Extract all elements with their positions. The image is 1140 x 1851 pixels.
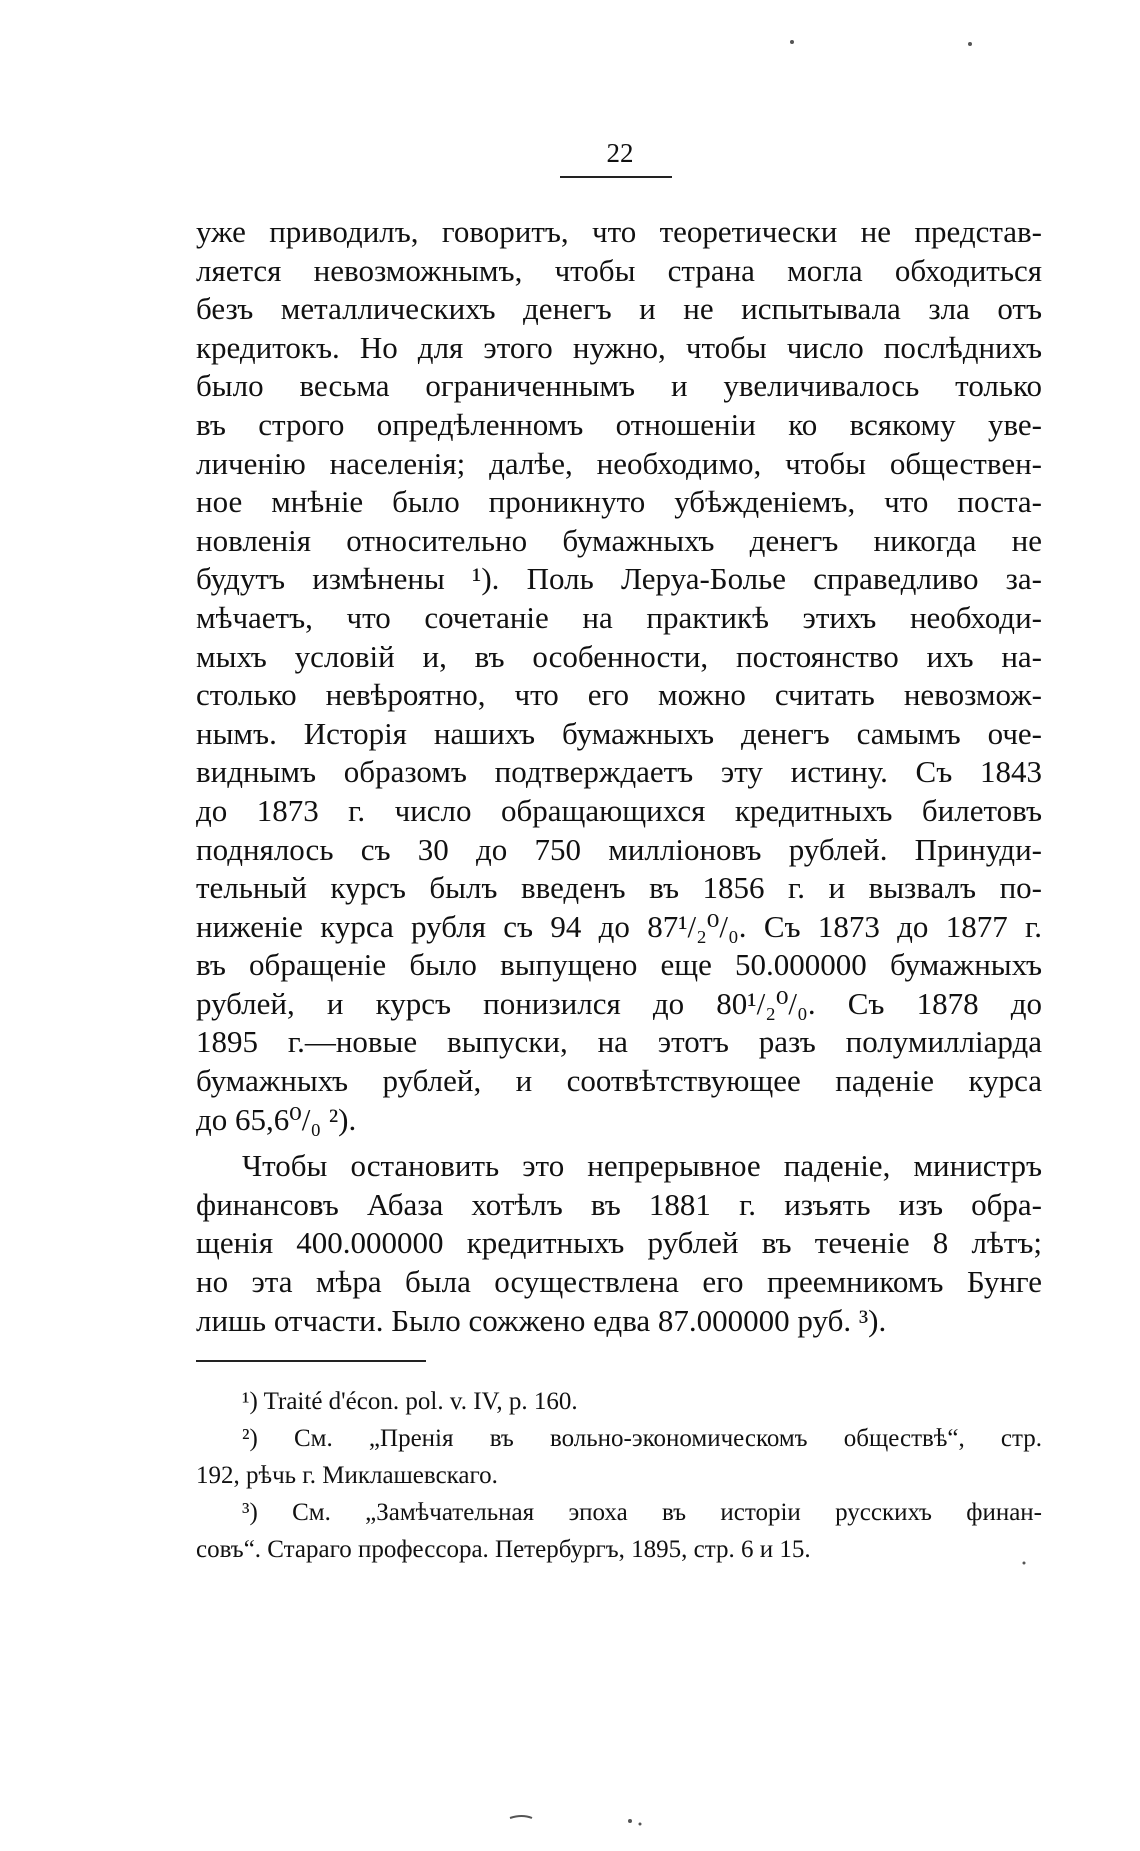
text-line: финансовъ Абаза хотѣлъ въ 1881 г. изъять изъ обра- [196,1186,1042,1222]
text-line: до 65,6⁰/₀ ²). [196,1101,357,1137]
scan-speck [1023,1562,1026,1565]
text-line: бумажныхъ рублей, и соотвѣтствующее паденіе курса [196,1063,1042,1099]
text-line: кредитокъ. Но для этого нужно, чтобы число послѣднихъ [196,329,1042,365]
scan-speck [968,42,972,46]
footnote-line: ²) См. „Пренія въ вольно-экономическомъ обществѣ“, стр. [242,1425,1042,1452]
text-line: ниженіе курса рубля съ 94 до 87¹/₂⁰/₀. Съ 1873 до 1877 г. [196,908,1042,944]
text-line: лишь отчасти. Было сожжено едва 87.000000 руб. ³). [196,1302,887,1338]
footnote-line: 192, рѣчь г. Миклашевскаго. [196,1462,498,1489]
text-line: новленія относительно бумажныхъ денегъ никогда не [196,522,1042,558]
text-line: но эта мѣра была осуществлена его преемникомъ Бунге [196,1264,1042,1300]
scan-speck [510,1816,532,1818]
text-line: ляется невозможнымъ, чтобы страна могла обходиться [196,252,1042,288]
text-line: до 1873 г. число обращающихся кредитныхъ билетовъ [196,792,1042,828]
text-line: въ строго опредѣленномъ отношеніи ко всякому уве- [196,406,1042,442]
footnote-line: ¹) Traité d'écon. pol. v. IV, p. 160. [242,1388,578,1415]
text-line: 1895 г.—новые выпуски, на этотъ разъ полумилліарда [196,1024,1042,1060]
footnote-line: ³) См. „Замѣчательная эпоха въ исторіи русскихъ финан- [242,1499,1042,1526]
page-number: 22 [606,138,634,168]
footnote-line: совъ“. Стараго профессора. Петербургъ, 1895, стр. 6 и 15. [196,1536,811,1563]
text-line: мѣчаетъ, что сочетаніе на практикѣ этихъ необходи- [196,599,1042,635]
text-line: щенія 400.000000 кредитныхъ рублей въ теченіе 8 лѣтъ; [196,1225,1042,1261]
text-line: уже приводилъ, говоритъ, что теоретически не представ- [196,214,1042,249]
text-line: безъ металлическихъ денегъ и не испытывала зла отъ [196,291,1042,327]
text-line: ное мнѣніе было проникнуто убѣжденіемъ, что поста- [196,484,1042,520]
text-line: виднымъ образомъ подтверждаетъ эту истину. Съ 1843 [196,754,1042,790]
text-line: было весьма ограниченнымъ и увеличивалось только [196,368,1042,404]
text-line: въ обращеніе было выпущено еще 50.000000 бумажныхъ [196,947,1042,983]
text-line: нымъ. Исторія нашихъ бумажныхъ денегъ самымъ оче- [196,715,1042,751]
text-line: тельный курсъ былъ введенъ въ 1856 г. и вызвалъ по- [196,870,1042,906]
text-line: поднялось съ 30 до 750 милліоновъ рублей. Принуди- [196,831,1042,867]
text-line: мыхъ условій и, въ особенности, постоянство ихъ на- [196,638,1042,674]
text-line: личенію населенія; далѣе, необходимо, чтобы обществен- [196,445,1042,481]
scan-speck [790,40,794,44]
text-line: Чтобы остановить это непрерывное паденіе, министръ [242,1148,1042,1184]
scan-speck [639,1823,642,1826]
text-line: рублей, и курсъ понизился до 80¹/₂⁰/₀. Съ 1878 до [196,985,1042,1021]
scan-speck [628,1819,632,1823]
text-line: будутъ измѣнены ¹). Поль Леруа-Болье справедливо за- [196,561,1042,597]
text-line: столько невѣроятно, что его можно считать невозмож- [196,677,1042,713]
